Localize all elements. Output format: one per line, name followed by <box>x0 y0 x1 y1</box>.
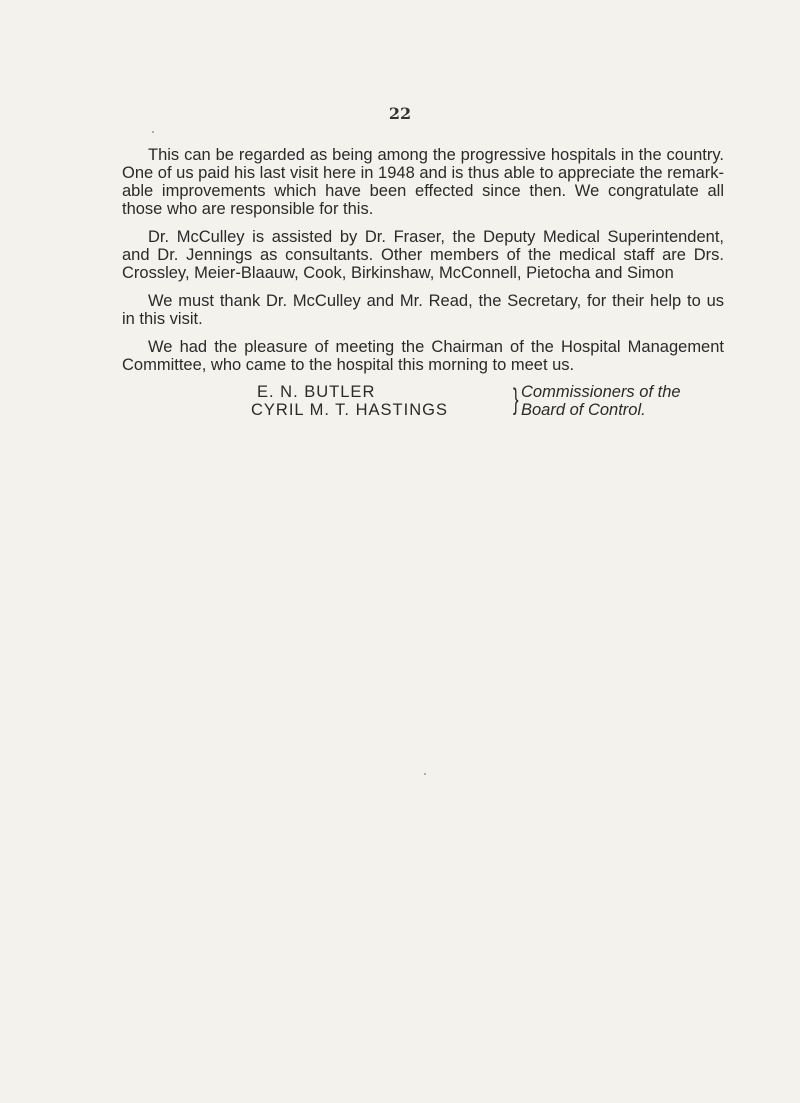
signatory-name: E. N. BUTLER <box>257 383 376 401</box>
signatory-title-line: Commissioners of the <box>521 383 681 401</box>
signature-block <box>251 383 751 419</box>
brace-glyph: } <box>513 383 519 416</box>
signatory-names <box>251 383 513 419</box>
paper-speck <box>152 131 154 133</box>
signatory-name: CYRIL M. T. HASTINGS <box>251 401 448 419</box>
paragraph-medical-staff: Dr. McCulley is assisted by Dr. Fraser, the Deputy Medical Superintendent, and Dr. Jennings as consultants. Other members of the medical staff are Drs. Crossley, Meier-Blaauw, Cook, Birkinshaw, McConnell, Pietocha and Simon <box>122 228 724 282</box>
paragraph-chairman-meeting: We had the pleasure of meeting the Chairman of the Hospital Management Committee, who came to the hospital this morning to meet us. <box>122 338 724 374</box>
paper-speck <box>424 773 426 775</box>
signatory-title <box>521 383 681 419</box>
letter-body <box>122 146 724 384</box>
paragraph-progressive-hospitals: This can be regarded as being among the progressive hospitals in the country. One of us paid his last visit here in 1948 and is thus able to appreciate the remark- able improvements which have been effected since then. We congratulate all those who are responsible for this. <box>122 146 724 218</box>
signatory-title-line: Board of Control. <box>521 401 646 419</box>
paragraph-thanks: We must thank Dr. McCulley and Mr. Read, the Secretary, for their help to us in this visit. <box>122 292 724 328</box>
page-number: 22 <box>388 104 412 123</box>
